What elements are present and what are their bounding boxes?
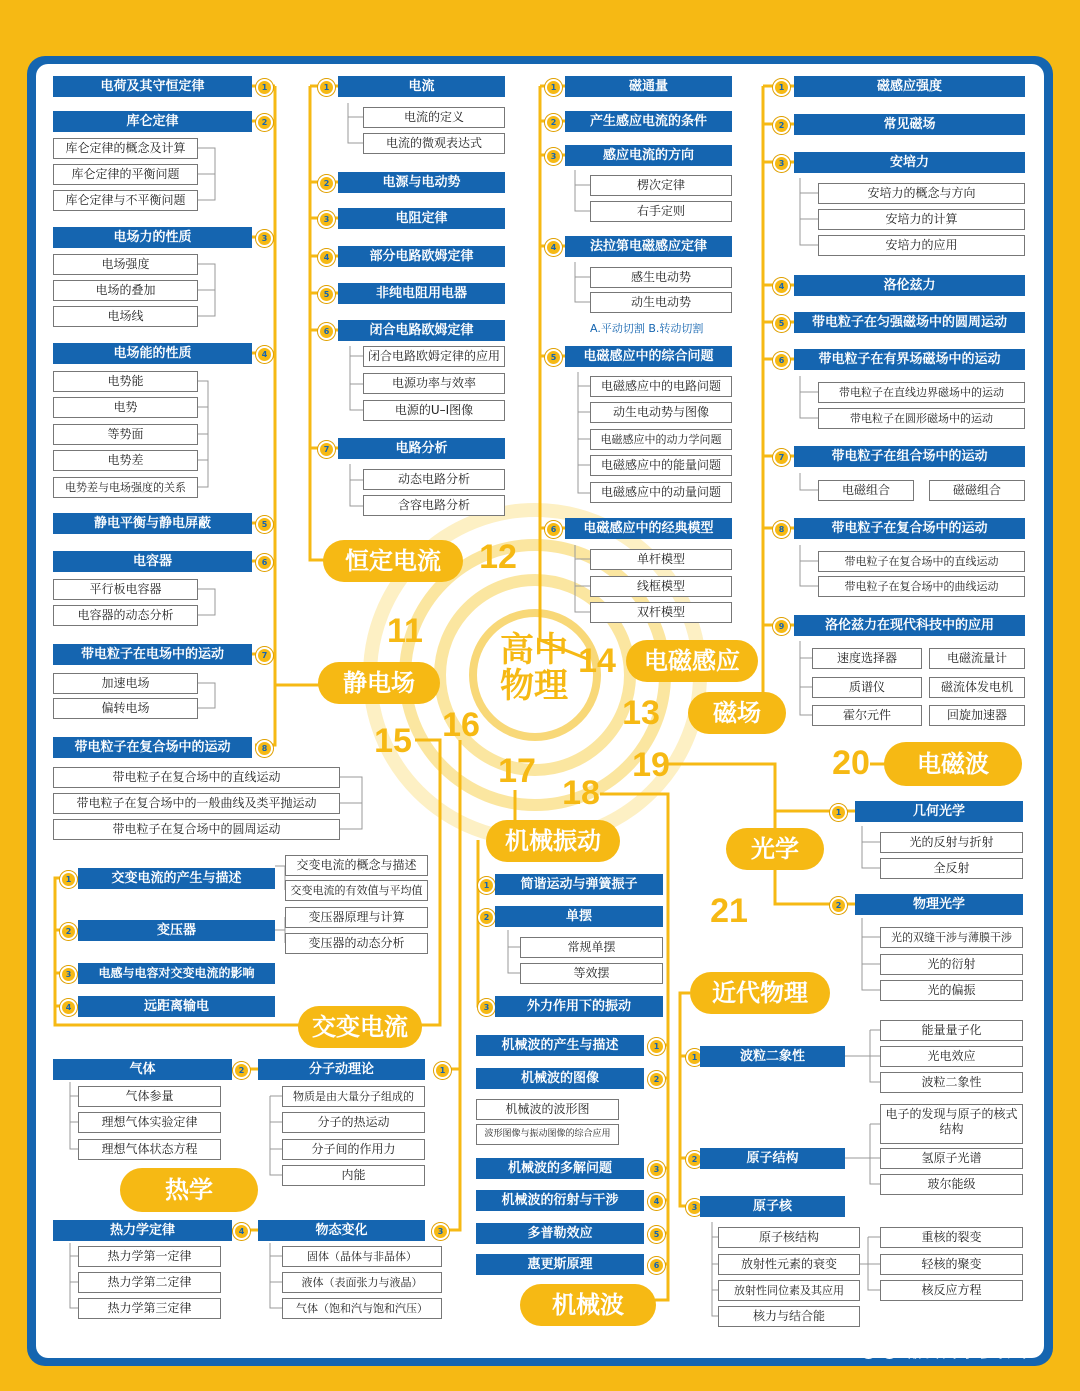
section-title-21: 近代物理	[690, 972, 830, 1014]
subtopic: 电场线	[53, 306, 198, 327]
index-badge-8: 8	[773, 521, 790, 538]
index-badge-8: 8	[256, 740, 273, 757]
topic-bounded-field: 带电粒子在有界场磁场中的运动	[794, 349, 1025, 370]
topic-common-fields: 常见磁场	[794, 114, 1025, 135]
section-title-12: 恒定电流	[323, 540, 463, 582]
index-badge-4: 4	[545, 239, 562, 256]
index-badge-5: 5	[648, 1226, 665, 1243]
index-badge-5: 5	[773, 315, 790, 332]
subtopic: 动态电路分析	[363, 469, 505, 490]
subtopic: 单杆模型	[590, 549, 732, 570]
subtopic: 重核的裂变	[880, 1227, 1023, 1248]
index-badge-2: 2	[686, 1151, 703, 1168]
subtopic: 光的反射与折射	[880, 832, 1023, 853]
subtopic: 放射性同位素及其应用	[718, 1280, 860, 1301]
subtopic: 液体（表面张力与液晶）	[282, 1272, 442, 1293]
topic-capacitor: 电容器	[53, 551, 252, 572]
subtopic: 常规单摆	[520, 937, 663, 958]
subtopic: 玻尔能级	[880, 1174, 1023, 1195]
topic-partial-ohm: 部分电路欧姆定律	[338, 246, 505, 267]
wechat-icon: ●●	[858, 1334, 909, 1362]
section-number-11: 11	[387, 612, 423, 650]
topic-emf: 电源与电动势	[338, 172, 505, 193]
index-badge-3: 3	[545, 148, 562, 165]
index-badge-2: 2	[233, 1062, 250, 1079]
subtopic: 能量量子化	[880, 1020, 1023, 1041]
index-badge-6: 6	[318, 323, 335, 340]
subtopic: 楞次定律	[590, 175, 732, 196]
index-badge-1: 1	[686, 1049, 703, 1066]
subtopic: 电磁组合	[818, 480, 914, 501]
subtopic: 光的偏振	[880, 980, 1023, 1001]
index-badge-3: 3	[318, 211, 335, 228]
subtopic: 电流的微观表达式	[363, 133, 505, 154]
topic-lorentz-force: 洛伦兹力	[794, 275, 1025, 296]
subtopic: 电源功率与效率	[363, 373, 505, 394]
watermark-text: 鹏城家委会	[908, 1334, 1029, 1362]
index-badge-1: 1	[60, 871, 77, 888]
topic-wave-image: 机械波的图像	[476, 1068, 644, 1089]
index-badge-2: 2	[60, 923, 77, 940]
subtopic: 质谱仪	[812, 677, 922, 698]
index-badge-3: 3	[773, 155, 790, 172]
section-title-20: 电磁波	[884, 742, 1022, 786]
subtopic: 带电粒子在复合场中的一般曲线及类平抛运动	[53, 793, 340, 814]
cutting-note: A.平动切割 B.转动切割	[590, 322, 704, 335]
index-badge-4: 4	[773, 278, 790, 295]
section-number-20: 20	[832, 744, 870, 782]
topic-long-distance-transmission: 远距离输电	[78, 996, 275, 1017]
subtopic: 感生电动势	[590, 267, 732, 288]
subtopic: 气体（饱和汽与饱和汽压）	[282, 1298, 442, 1319]
section-title-18: 机械波	[520, 1284, 656, 1326]
topic-diffraction-interference: 机械波的衍射与干涉	[476, 1190, 644, 1211]
subtopic: 电磁流量计	[929, 648, 1025, 669]
topic-inductance-capacitance: 电感与电容对交变电流的影响	[78, 963, 275, 984]
topic-faraday-law: 法拉第电磁感应定律	[565, 236, 732, 257]
subtopic: 交变电流的概念与描述	[285, 855, 428, 876]
index-badge-5: 5	[256, 516, 273, 533]
subtopic: 带电粒子在直线边界磁场中的运动	[818, 382, 1025, 403]
index-badge-7: 7	[318, 441, 335, 458]
subtopic: 热力学第二定律	[78, 1272, 221, 1293]
subtopic: 速度选择器	[812, 648, 922, 669]
subtopic: 右手定则	[590, 201, 732, 222]
section-number-16: 16	[442, 706, 480, 744]
index-badge-1: 1	[773, 79, 790, 96]
subtopic: 电势	[53, 397, 198, 418]
center-title-line2: 物理	[500, 666, 568, 706]
topic-induced-current-condition: 产生感应电流的条件	[565, 111, 732, 132]
subtopic: 安培力的计算	[818, 209, 1025, 230]
subtopic: 带电粒子在复合场中的圆周运动	[53, 819, 340, 840]
subtopic: 动生电动势	[590, 292, 732, 313]
topic-induced-current-direction: 感应电流的方向	[565, 145, 732, 166]
index-badge-3: 3	[686, 1199, 703, 1216]
index-badge-5: 5	[318, 286, 335, 303]
topic-combined-field: 带电粒子在组合场中的运动	[794, 446, 1025, 467]
index-badge-4: 4	[318, 249, 335, 266]
subtopic: 氢原子光谱	[880, 1148, 1023, 1169]
topic-thermodynamics: 热力学定律	[53, 1220, 232, 1241]
subtopic: 分子间的作用力	[282, 1139, 425, 1160]
subtopic: 库仑定律的平衡问题	[53, 164, 198, 185]
subtopic: 含容电路分析	[363, 495, 505, 516]
subtopic: 分子的热运动	[282, 1112, 425, 1133]
subtopic: 动生电动势与图像	[590, 402, 732, 423]
subtopic: 光电效应	[880, 1046, 1023, 1067]
subtopic: 波粒二象性	[880, 1072, 1023, 1093]
topic-circuit-analysis: 电路分析	[338, 438, 505, 459]
subtopic: 交变电流的有效值与平均值	[285, 880, 428, 901]
index-badge-2: 2	[648, 1071, 665, 1088]
topic-multiple-solutions: 机械波的多解问题	[476, 1158, 644, 1179]
subtopic: 电势差与电场强度的关系	[53, 477, 198, 498]
index-badge-5: 5	[545, 349, 562, 366]
section-number-14: 14	[578, 642, 616, 680]
subtopic: 带电粒子在复合场中的曲线运动	[818, 576, 1025, 597]
topic-huygens: 惠更斯原理	[476, 1254, 644, 1275]
subtopic: 电磁感应中的电路问题	[590, 376, 732, 397]
subtopic: 全反射	[880, 858, 1023, 879]
topic-compound-field: 带电粒子在复合场中的运动	[794, 518, 1025, 539]
index-badge-4: 4	[648, 1193, 665, 1210]
subtopic: 电源的U–I图像	[363, 400, 505, 421]
subtopic: 机械波的波形图	[476, 1099, 619, 1120]
subtopic: 电势能	[53, 371, 198, 392]
subtopic: 电磁感应中的动力学问题	[590, 429, 732, 450]
subtopic: 光的衍射	[880, 954, 1023, 975]
center-title	[496, 632, 572, 704]
subtopic: 回旋加速器	[929, 705, 1025, 726]
subtopic: 平行板电容器	[53, 579, 198, 600]
topic-closed-circuit-ohm: 闭合电路欧姆定律	[338, 320, 505, 341]
section-number-21: 21	[710, 892, 748, 930]
topic-non-pure-resistor: 非纯电阻用电器	[338, 283, 505, 304]
subtopic: 电容器的动态分析	[53, 605, 198, 626]
topic-classic-models: 电磁感应中的经典模型	[565, 518, 732, 539]
topic-electrostatic-shielding: 静电平衡与静电屏蔽	[53, 513, 252, 534]
subtopic: 电流的定义	[363, 107, 505, 128]
index-badge-1: 1	[545, 79, 562, 96]
index-badge-1: 1	[830, 804, 847, 821]
topic-physical-optics: 物理光学	[855, 894, 1023, 915]
subtopic: 带电粒子在复合场中的直线运动	[53, 767, 340, 788]
topic-ampere-force: 安培力	[794, 152, 1025, 173]
index-badge-7: 7	[256, 647, 273, 664]
topic-charge-conservation: 电荷及其守恒定律	[53, 76, 252, 97]
section-title-14: 电磁感应	[626, 640, 758, 682]
subtopic: 放射性元素的衰变	[718, 1254, 860, 1275]
topic-mechanical-wave-generation: 机械波的产生与描述	[476, 1035, 644, 1056]
index-badge-7: 7	[773, 449, 790, 466]
index-badge-1: 1	[648, 1038, 665, 1055]
subtopic: 原子核结构	[718, 1227, 860, 1248]
section-number-13: 13	[622, 694, 660, 732]
subtopic: 闭合电路欧姆定律的应用	[363, 346, 505, 367]
index-badge-1: 1	[478, 877, 495, 894]
topic-em-induction-comprehensive: 电磁感应中的综合问题	[565, 346, 732, 367]
subtopic: 双杆模型	[590, 602, 732, 623]
subtopic: 线框模型	[590, 576, 732, 597]
subtopic: 电场的叠加	[53, 280, 198, 301]
section-number-18: 18	[562, 774, 600, 812]
subtopic: 等势面	[53, 424, 198, 445]
subtopic: 固体（晶体与非晶体）	[282, 1246, 442, 1267]
subtopic: 光的双缝干涉与薄膜干涉	[880, 927, 1023, 948]
topic-electric-force: 电场力的性质	[53, 227, 252, 248]
subtopic: 电势差	[53, 450, 198, 471]
topic-coulomb-law: 库仑定律	[53, 111, 252, 132]
subtopic: 气体参量	[78, 1086, 221, 1107]
subtopic: 电场强度	[53, 254, 198, 275]
subtopic: 安培力的概念与方向	[818, 183, 1025, 204]
subtopic: 热力学第三定律	[78, 1298, 221, 1319]
subtopic: 轻核的聚变	[880, 1254, 1023, 1275]
index-badge-3: 3	[60, 966, 77, 983]
subtopic: 霍尔元件	[812, 705, 922, 726]
section-title-13: 磁场	[688, 692, 786, 734]
topic-wave-particle: 波粒二象性	[700, 1046, 845, 1067]
topic-resistance-law: 电阻定律	[338, 208, 505, 229]
subtopic: 理想气体状态方程	[78, 1139, 221, 1160]
section-number-15: 15	[374, 722, 412, 760]
topic-electric-energy: 电场能的性质	[53, 343, 252, 364]
subtopic: 电磁感应中的动量问题	[590, 482, 732, 503]
index-badge-6: 6	[773, 352, 790, 369]
index-badge-4: 4	[60, 999, 77, 1016]
subtopic: 理想气体实验定律	[78, 1112, 221, 1133]
topic-geometric-optics: 几何光学	[855, 801, 1023, 822]
topic-magnetic-flux: 磁通量	[565, 76, 732, 97]
section-title-15: 交变电流	[298, 1006, 422, 1048]
section-number-12: 12	[479, 538, 517, 576]
index-badge-4: 4	[233, 1223, 250, 1240]
subtopic: 等效摆	[520, 963, 663, 984]
subtopic: 带电粒子在圆形磁场中的运动	[818, 408, 1025, 429]
topic-current: 电流	[338, 76, 505, 97]
index-badge-2: 2	[545, 114, 562, 131]
index-badge-6: 6	[545, 521, 562, 538]
watermark	[858, 1328, 1028, 1363]
subtopic: 变压器原理与计算	[285, 907, 428, 928]
subtopic: 库仑定律与不平衡问题	[53, 190, 198, 211]
index-badge-3: 3	[648, 1161, 665, 1178]
subtopic: 安培力的应用	[818, 235, 1025, 256]
index-badge-2: 2	[478, 909, 495, 926]
subtopic: 磁磁组合	[929, 480, 1025, 501]
subtopic: 加速电场	[53, 673, 198, 694]
subtopic: 波形图像与振动图像的综合应用	[476, 1124, 619, 1145]
index-badge-2: 2	[830, 897, 847, 914]
subtopic: 核反应方程	[880, 1280, 1023, 1301]
section-number-17: 17	[498, 752, 536, 790]
index-badge-6: 6	[648, 1257, 665, 1274]
topic-nucleus: 原子核	[700, 1196, 845, 1217]
index-badge-3: 3	[432, 1223, 449, 1240]
topic-doppler: 多普勒效应	[476, 1223, 644, 1244]
subtopic: 核力与结合能	[718, 1306, 860, 1327]
section-title-11: 静电场	[318, 662, 440, 704]
subtopic: 带电粒子在复合场中的直线运动	[818, 551, 1025, 572]
section-title-16: 热学	[120, 1168, 258, 1212]
section-title-17: 机械振动	[486, 820, 620, 862]
index-badge-2: 2	[318, 175, 335, 192]
topic-atomic-structure: 原子结构	[700, 1148, 845, 1169]
index-badge-1: 1	[434, 1062, 451, 1079]
index-badge-9: 9	[773, 618, 790, 635]
topic-forced-vibration: 外力作用下的振动	[495, 996, 663, 1017]
index-badge-4: 4	[256, 346, 273, 363]
topic-simple-harmonic: 简谐运动与弹簧振子	[495, 874, 663, 895]
topic-molecular-kinetic: 分子动理论	[258, 1059, 425, 1080]
topic-ac-generation: 交变电流的产生与描述	[78, 868, 275, 889]
topic-pendulum: 单摆	[495, 906, 663, 927]
topic-lorentz-applications: 洛伦兹力在现代科技中的应用	[794, 615, 1025, 636]
section-number-19: 19	[632, 746, 670, 784]
subtopic: 偏转电场	[53, 698, 198, 719]
index-badge-2: 2	[256, 114, 273, 131]
subtopic: 库仑定律的概念及计算	[53, 138, 198, 159]
index-badge-3: 3	[256, 230, 273, 247]
topic-magnetic-induction: 磁感应强度	[794, 76, 1025, 97]
section-title-19: 光学	[726, 828, 824, 870]
topic-uniform-field-circular: 带电粒子在匀强磁场中的圆周运动	[794, 312, 1025, 333]
topic-gas: 气体	[53, 1059, 232, 1080]
index-badge-6: 6	[256, 554, 273, 571]
subtopic: 热力学第一定律	[78, 1246, 221, 1267]
subtopic: 变压器的动态分析	[285, 933, 428, 954]
subtopic: 物质是由大量分子组成的	[282, 1086, 425, 1107]
subtopic: 电磁感应中的能量问题	[590, 455, 732, 476]
index-badge-2: 2	[773, 117, 790, 134]
index-badge-1: 1	[256, 79, 273, 96]
subtopic: 内能	[282, 1165, 425, 1186]
topic-particle-in-e-field: 带电粒子在电场中的运动	[53, 644, 252, 665]
subtopic: 电子的发现与原子的核式结构	[880, 1104, 1023, 1144]
topic-particle-in-compound-field: 带电粒子在复合场中的运动	[53, 737, 252, 758]
center-title-line1: 高中	[500, 630, 568, 670]
topic-phase-change: 物态变化	[258, 1220, 425, 1241]
topic-transformer: 变压器	[78, 920, 275, 941]
subtopic: 磁流体发电机	[929, 677, 1025, 698]
index-badge-1: 1	[318, 79, 335, 96]
index-badge-3: 3	[478, 999, 495, 1016]
